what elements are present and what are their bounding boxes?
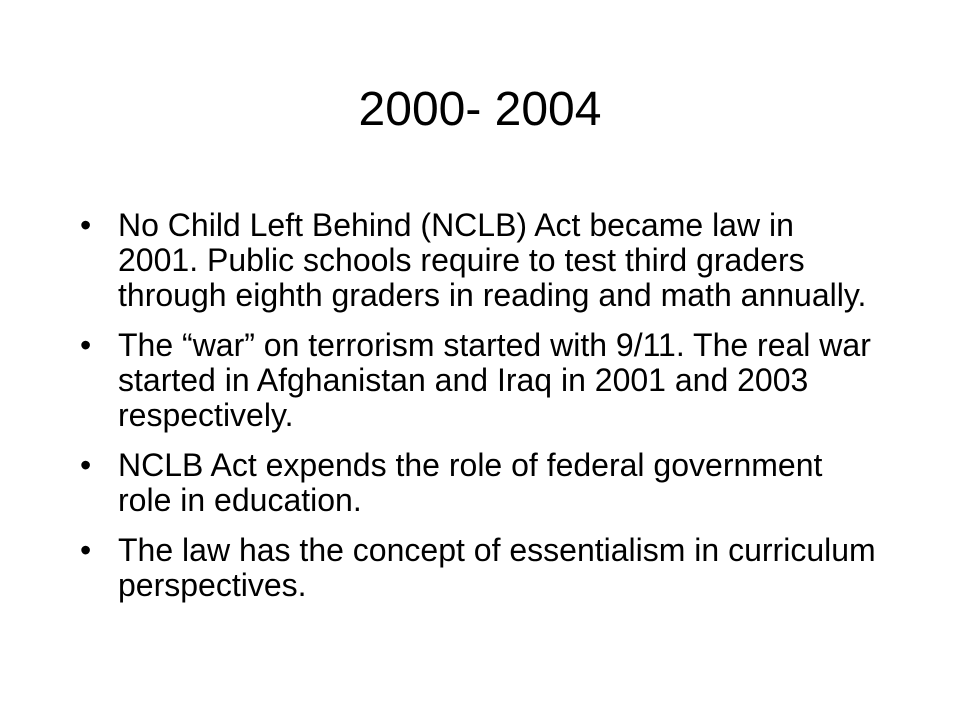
bullet-item <box>80 448 880 518</box>
bullet-item <box>80 328 880 433</box>
bullet-text: No Child Left Behind (NCLB) Act became law in 2001. Public schools require to test third graders through eighth graders in reading and math annually. <box>118 207 867 313</box>
bullet-icon: • <box>80 327 92 363</box>
bullet-list <box>80 208 880 618</box>
bullet-icon: • <box>80 532 92 568</box>
bullet-text: The law has the concept of essentialism in curriculum perspectives. <box>118 532 876 603</box>
bullet-text: NCLB Act expends the role of federal government role in education. <box>118 447 823 518</box>
bullet-item <box>80 208 880 313</box>
bullet-text: The “war” on terrorism started with 9/11. The real war started in Afghanistan and Iraq in 2001 and 2003 respectively. <box>118 327 871 433</box>
bullet-icon: • <box>80 447 92 483</box>
slide-title: 2000- 2004 <box>358 83 602 136</box>
bullet-item <box>80 533 880 603</box>
bullet-icon: • <box>80 207 92 243</box>
